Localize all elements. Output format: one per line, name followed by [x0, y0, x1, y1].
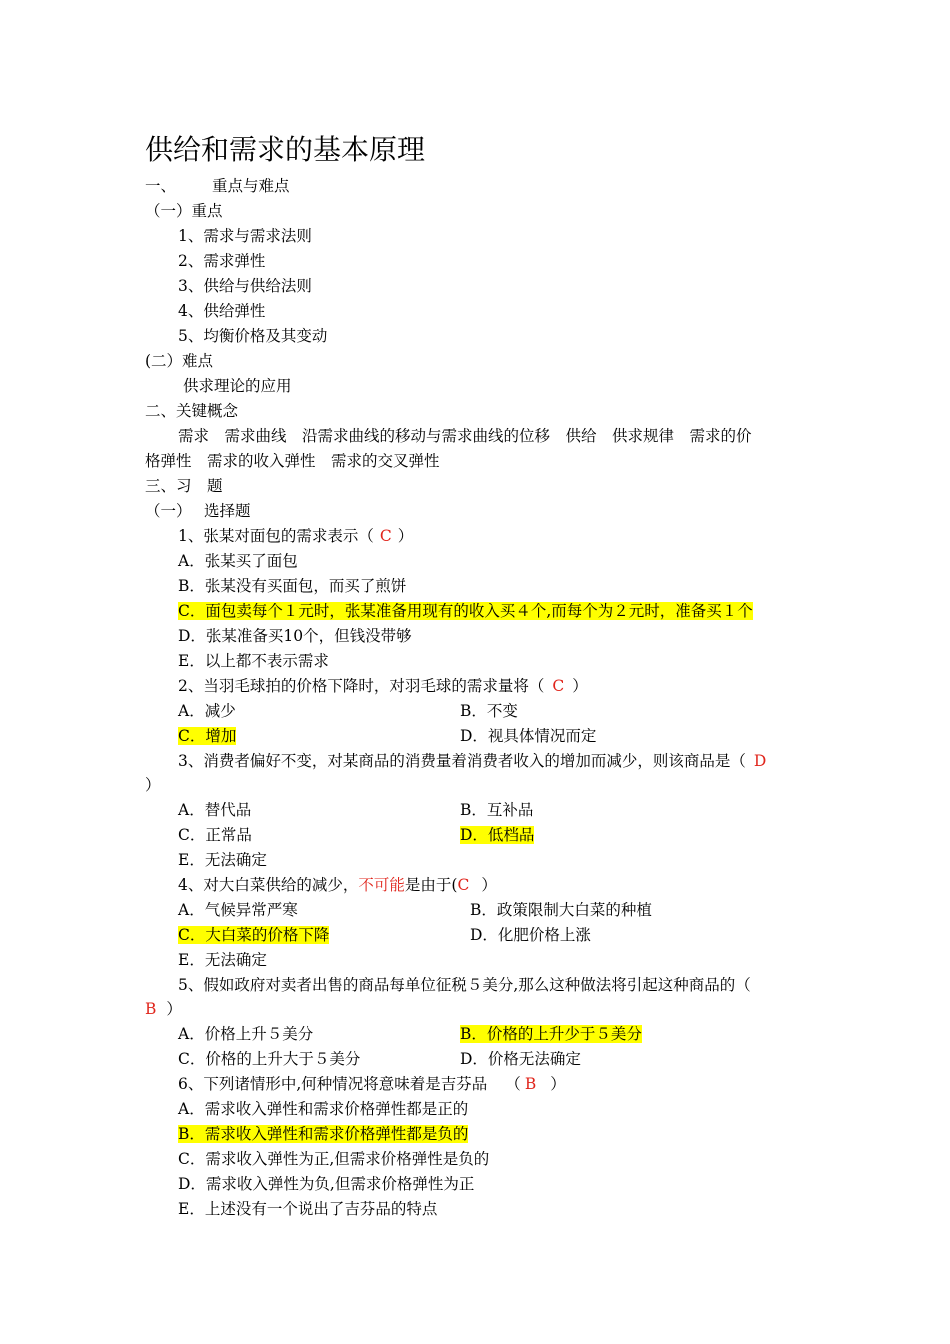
question-stem-text: 2、当羽毛球拍的价格下降时，对羽毛球的需求量将（	[178, 677, 545, 695]
answer-mark: C	[379, 527, 392, 545]
close-paren: ）	[166, 1000, 182, 1018]
list-item: 3、供给与供给法则	[178, 277, 312, 295]
section-3-title: 三、习 题	[145, 477, 223, 495]
option-b: B．政策限制大白菜的种植	[470, 901, 652, 919]
option-d: D．化肥价格上涨	[470, 926, 591, 944]
highlighted-answer: B．价格的上升少于５美分	[460, 1025, 642, 1043]
section-1-title: 重点与难点	[212, 177, 290, 195]
answer-mark: C	[552, 677, 565, 695]
part-2-text: 供求理论的应用	[183, 377, 292, 395]
option-d: D．张某准备买10个，但钱没带够	[178, 627, 412, 645]
question-6-stem	[178, 1072, 566, 1096]
option-a: A．替代品	[178, 801, 252, 819]
question-stem-text: 是由于(	[404, 876, 458, 894]
option-b: B．互补品	[460, 801, 534, 819]
highlighted-answer: C．增加	[178, 727, 237, 745]
question-2-stem	[178, 674, 588, 698]
question-stem-text: 3、消费者偏好不变，对某商品的消费量着消费者收入的增加而减少，则该商品是（	[178, 752, 746, 770]
close-paren: ）	[481, 876, 497, 894]
question-stem-text: 4、对大白菜供给的减少，	[178, 876, 359, 894]
answer-mark: B	[145, 1000, 157, 1018]
option-c: C．正常品	[178, 826, 252, 844]
list-item: 4、供给弹性	[178, 302, 266, 320]
option-b: B．不变	[460, 702, 518, 720]
option-b: B．张某没有买面包，而买了煎饼	[178, 577, 407, 595]
highlighted-answer: C．面包卖每个１元时，张某准备用现有的收入买４个,而每个为２元时，准备买１个	[178, 602, 753, 620]
close-paren: ）	[397, 527, 414, 545]
part-1-label: （一）重点	[145, 202, 223, 220]
question-5-answer-line	[145, 997, 182, 1021]
list-item: 2、需求弹性	[178, 252, 266, 270]
highlighted-answer: D．低档品	[460, 826, 535, 844]
option-b-correct	[178, 1122, 468, 1146]
option-d: D．价格无法确定	[460, 1050, 581, 1068]
section-1-number: 一、	[145, 177, 177, 195]
option-e: E．无法确定	[178, 851, 267, 869]
question-5-stem: 5、假如政府对卖者出售的商品每单位征税５美分,那么这种做法将引起这种商品的（	[178, 976, 751, 994]
highlighted-answer: C．大白菜的价格下降	[178, 926, 330, 944]
option-c-correct	[178, 599, 753, 623]
open-paren: （	[505, 1075, 521, 1093]
option-a: A．张某买了面包	[178, 552, 298, 570]
close-paren: ）	[572, 677, 588, 695]
concepts-line-2: 格弹性 需求的收入弹性 需求的交叉弹性	[145, 452, 440, 470]
list-item: 5、均衡价格及其变动	[178, 327, 328, 345]
option-a: A．减少	[178, 702, 236, 720]
list-item: 1、需求与需求法则	[178, 227, 312, 245]
emphasis-text: 不可能	[358, 876, 405, 894]
subsection-title: 选择题	[204, 502, 251, 520]
question-4-stem	[178, 873, 497, 897]
option-d: D．视具体情况而定	[460, 727, 597, 745]
subsection-label: （一）	[145, 502, 192, 520]
option-b-correct	[460, 1022, 642, 1046]
option-d-correct	[460, 823, 534, 847]
question-stem-text: 6、下列诸情形中,何种情况将意味着是吉芬品	[178, 1075, 488, 1093]
concepts-line-1: 需求 需求曲线 沿需求曲线的移动与需求曲线的位移 供给 供求规律 需求的价	[178, 427, 752, 445]
question-stem-text: 1、张某对面包的需求表示（	[178, 527, 374, 545]
close-paren: ）	[145, 776, 161, 794]
answer-mark: C	[457, 876, 470, 894]
option-a: A．气候异常严寒	[178, 901, 298, 919]
option-c: C．需求收入弹性为正,但需求价格弹性是负的	[178, 1150, 490, 1168]
option-e: E．无法确定	[178, 951, 267, 969]
option-d: D．需求收入弹性为负,但需求价格弹性为正	[178, 1175, 475, 1193]
option-c-correct	[178, 923, 329, 947]
option-a: A．价格上升５美分	[178, 1025, 314, 1043]
question-3-stem	[178, 749, 766, 773]
highlighted-answer: B．需求收入弹性和需求价格弹性都是负的	[178, 1125, 469, 1143]
answer-mark: B	[524, 1075, 537, 1093]
question-1-stem	[178, 524, 413, 548]
section-2-title: 二、关键概念	[145, 402, 239, 420]
option-e: E．上述没有一个说出了吉芬品的特点	[178, 1200, 438, 1218]
document-title: 供给和需求的基本原理	[145, 133, 426, 166]
option-a: A．需求收入弹性和需求价格弹性都是正的	[178, 1100, 469, 1118]
part-2-label: (二）难点	[145, 352, 214, 370]
option-c-correct	[178, 724, 236, 748]
close-paren: ）	[550, 1075, 566, 1093]
option-c: C．价格的上升大于５美分	[178, 1050, 361, 1068]
option-e: E．以上都不表示需求	[178, 652, 329, 670]
answer-mark: D	[753, 752, 767, 770]
